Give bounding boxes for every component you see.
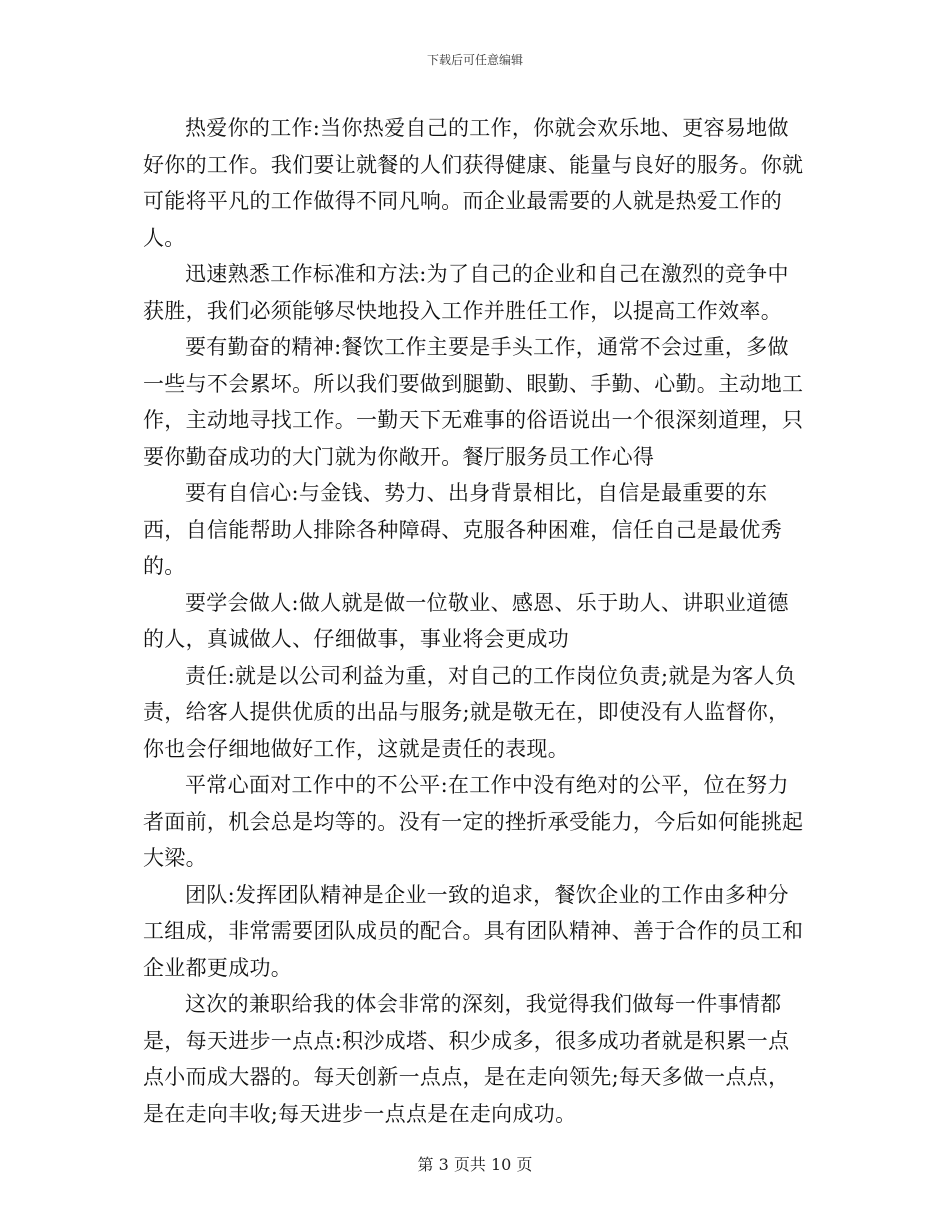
paragraph-responsibility: 责任:就是以公司利益为重，对自己的工作岗位负责;就是为客人负责，给客人提供优质的出品与服务;就是敬无在，即使没有人监督你，你也会仔细地做好工作，这就是责任的表现。 (143, 663, 797, 761)
paragraph-team: 团队:发挥团队精神是企业一致的追求，餐饮企业的工作由多种分工组成，非常需要团队成员的配合。具有团队精神、善于合作的员工和企业都更成功。 (143, 882, 804, 980)
paragraph-conclusion: 这次的兼职给我的体会非常的深刻，我觉得我们做每一件事情都是，每天进步一点点:积沙成塔、积少成多，很多成功者就是积累一点点小而成大器的。每天创新一点点，是在走向领先;每天多做一点点，是在走向丰收;每天进步一点点是在走向成功。 (143, 992, 790, 1126)
paragraph-love-work: 热爱你的工作:当你热爱自己的工作，你就会欢乐地、更容易地做好你的工作。我们要让就餐的人们获得健康、能量与良好的服务。你就可能将平凡的工作做得不同凡响。而企业最需要的人就是热爱工作的人。 (143, 116, 804, 250)
paragraph-learn-standards: 迅速熟悉工作标准和方法:为了自己的企业和自己在激烈的竞争中获胜，我们必须能够尽快地投入工作并胜任工作，以提高工作效率。 (143, 262, 789, 323)
page-number: 第 3 页共 10 页 (417, 1155, 533, 1174)
document-body (143, 110, 808, 1132)
paragraph-be-a-person: 要学会做人:做人就是做一位敬业、感恩、乐于助人、讲职业道德的人，真诚做人、仔细做事，事业将会更成功 (143, 590, 789, 651)
paragraph-fairness: 平常心面对工作中的不公平:在工作中没有绝对的公平，位在努力者面前，机会总是均等的。没有一定的挫折承受能力，今后如何能挑起大梁。 (143, 773, 804, 870)
paragraph-confidence: 要有自信心:与金钱、势力、出身背景相比，自信是最重要的东西，自信能帮助人排除各种障碍、克服各种困难，信任自己是最优秀的。 (143, 481, 782, 578)
paragraph-diligence: 要有勤奋的精神:餐饮工作主要是手头工作，通常不会过重，多做一些与不会累坏。所以我们要做到腿勤、眼勤、手勤、心勤。主动地工作，主动地寻找工作。一勤天下无难事的俗语说出一个很深刻道理，只要你勤奋成功的大门就为你敞开。餐厅服务员工作心得 (143, 335, 804, 469)
page-header: 下载后可任意编辑 (426, 53, 523, 67)
